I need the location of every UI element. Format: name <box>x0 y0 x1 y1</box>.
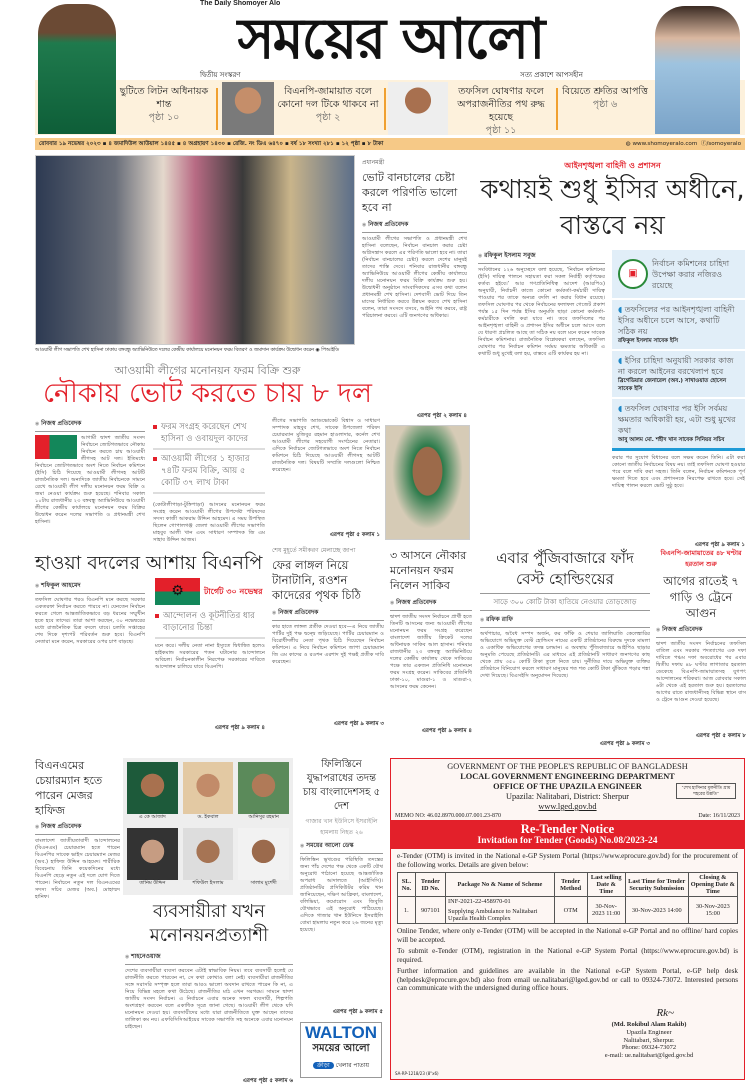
kicker: প্রধানমন্ত্রী <box>362 159 385 166</box>
continued-link[interactable]: এরপর পৃষ্ঠা ৯ কলাম ৪ <box>214 725 265 731</box>
headline: ৩ আসনে নৌকার মনোনয়ন ফরম নিলেন সাকিব <box>390 549 467 592</box>
article-body: সংবিধানের ১২৬ অনুচ্ছেদে বলা হয়েছে, ‘নির্বাচন কমিশনের (ইসি) দায়িত্ব পালনে সহায়তা করা সকল নির্বাহী কর্তৃপক্ষের কর্তব্য হইবে।’ আর গণপ্রতিনিধিত্ব আদেশ (আরপিও) অনুযায়ী, নির্বাচনী কাজে কোনো কর্মকর্তা-কর্মচারী দায়িত্ব পাওয়ার পর তাকে অন্যত্র বদলি না করার বিধান রয়েছে। তফসিল ঘোষণার পর থেকে নির্বাচনের ফলাফল গেজেট প্রকাশ পর্যন্ত ১৫ দিন পর্যন্ত ইসির অনুমতি ছাড়া কোনো কর্মকর্তা-কর্মচারীকে বদলি করা যাবে না। তবে তফসিলের পর আইনশৃঙ্খলা বাহিনী ও প্রশাসন ইসির অধীনে চলে আসে বলে যে ধারণা প্রচলিত আছে তা সঠিক নয় বলে মনে করেন সাবেক নির্বাচন কমিশনার। রাজনৈতিক বিশ্লেষকরা বলছেন, তফসিল ঘোষণার পর নির্বাচন কমিশন সর্বময় ক্ষমতার অধিকারী এ কথাটি শুধু মুখেই বলা হয়, বাস্তবে এটি কার্যকর হয় না। <box>478 267 605 357</box>
headline: এবার পুঁজিবাজারে ফাঁদ বেস্ট হোল্ডিংয়ের <box>496 549 634 588</box>
continued-link[interactable]: এরপর পৃষ্ঠা ৫ কলাম ১ <box>329 532 380 538</box>
tender-intro: e-Tender (OTM) is invited in the National e-GP System Portal (https://www.eprocure.gov.bd) for the procurement of the following works. Details are given below: <box>397 852 738 869</box>
continued-link[interactable]: এরপর পৃষ্ঠা ৯ কলাম ৫ <box>332 1009 383 1015</box>
walton-ad[interactable]: WALTON সময়ের আলো ক্রীড়া খেলার পাতায় <box>300 1022 382 1078</box>
masthead-logo: সময়ের আলো <box>237 7 544 72</box>
edition: দ্বিতীয় সংস্করণ <box>200 71 241 79</box>
quote-2: ◖ ইসির চাহিদা অনুযায়ী সরকার কাজ না করলে আইনের বরখেলাপ হবে ব্রিগেডিয়ার জেনারেল (অব.) সাখাওয়াত হোসেন সাবেক ইসি <box>612 351 745 399</box>
continued-link[interactable]: এরপর পৃষ্ঠা ৯ কলাম ৩ <box>333 721 384 727</box>
byline: ◉ নিজস্ব প্রতিবেদক <box>390 597 472 611</box>
candidate-3: আনিসুর রহমান <box>238 762 289 825</box>
cricketer-photo <box>38 4 116 134</box>
teaser-text: ছুটিতে লিটন অধিনায়ক শান্ত <box>119 86 209 110</box>
article-body: (কোটালীপাড়া-টুঙ্গিপাড়া) আসনের মনোনয়ন ফরম সংগ্রহ করেন আওয়ামী লীগের উপদেষ্টা পরিষদের সদস্য কাজী আকরাম উদ্দিন আহমেদ। এ সময় উপস্থিত ছিলেন গোপালগঞ্জ জেলা আওয়ামী লীগের সভাপতি মাহবুব আলী খান এবং সাধারণ সম্পাদক জি এম সাহাব উদ্দিন আজম। <box>153 502 265 543</box>
teaser-1[interactable] <box>118 85 210 133</box>
article-body: মনে করে। দলীয় নেতা নানা ইস্যুতে দ্বিধান্বিত হলেও হাইকমান্ড সরকারের পতন ঘটানোর আন্দোলনে অবিচল। নির্বাচনকালীন নিরপেক্ষ সরকারের দাবিতে আন্দোলন চালিয়ে যাবে বিএনপি। <box>155 643 265 670</box>
highlight-bullet: আন্দোলন ও কূটনীতির ধার বাড়ানোর চিন্তা <box>155 607 265 639</box>
subhead: গাজার খান ইউনিসে ইসরাইলি হামলায় নিহত ২৬ <box>305 818 378 836</box>
teaser-3[interactable] <box>450 85 552 136</box>
byline: ◉ নিজস্ব প্রতিবেদক <box>656 624 746 638</box>
byline: ◉ রফিক রাফি <box>480 614 650 628</box>
byline: ◉ সময়ের আলো ডেস্ক <box>300 840 383 854</box>
headline: বিএনএমের চেয়ারম্যান হতে পারেন মেজর হাফিজ <box>35 759 103 817</box>
article-body: লীগের সভাপতি অ্যাডভোকেট বিশ্বাস ও সাধারণ সম্পাদক মাহবুব শেখ, সাবেক উপজেলা পরিষদ চেয়ারম্যান মুজিবুর রহমান হাওলাদার, কর্নেল শেখ আওয়ামী লীগের সহযোগী সংগঠনের নেতারা। এদিকে নির্বাচনে জোটগতভাবে অংশ নিতে নির্বাচন কমিশনে চিঠি দিয়েছে আওয়ামী লীগসহ আটটি রাজনৈতিক দল। বিষয়টি সম্প্রতি দলগুলো নিশ্চিত করেছেন। <box>272 418 380 473</box>
teaser-page: পৃষ্ঠা ১১ <box>485 125 517 136</box>
market-story[interactable] <box>480 548 650 749</box>
ec-story <box>478 250 605 552</box>
al-kicker: আওয়ামী লীগের মনোনয়ন ফরম বিক্রি শুরু <box>114 364 301 377</box>
quote-icon: ◖ <box>618 305 625 314</box>
tender-title-banner: Re-Tender Notice Invitation for Tender (Goods) No.08/2023-24 <box>391 820 744 849</box>
headline: ফিলিস্তিনে যুদ্ধাপরাধের তদন্ত চায় বাংলাদেশসহ ৫ দেশ <box>302 759 381 812</box>
sidebar-head: নির্বাচন কমিশনের চাহিদা উপেক্ষা করার নজিরও রয়েছে <box>652 258 730 290</box>
bnm-story[interactable] <box>35 758 120 943</box>
candidate-1: এ কে আজাদ <box>127 762 178 825</box>
actress-photo <box>655 6 740 134</box>
business-story[interactable] <box>125 900 293 1086</box>
headline: ব্যবসায়ীরা যখন মনোনয়নপ্রত্যাশী <box>149 901 269 946</box>
al-flag <box>35 435 77 459</box>
teaser-page: পৃষ্ঠা ৬ <box>592 99 618 110</box>
ec-sidebar <box>612 250 745 550</box>
headline: ভোট বানচালের চেষ্টা করলে পরিণতি ভালো হবে না <box>362 171 458 214</box>
flag-label: টার্গেট ৩০ নভেম্বর <box>204 587 263 596</box>
date-bar <box>35 138 745 150</box>
teaser-text: তফসিল ঘোষণার ফলে অপরাজনীতির পথ রুদ্ধ হয়েছে <box>457 86 545 123</box>
ad-ref: SA-RP-1218/23 (8"x6) <box>395 1071 439 1076</box>
article-body: বাংলাদেশ জাতীয়তাবাদী আন্দোলনের (বিএনএম) চেয়ারম্যান হতে পারেন বিএনপির সাবেক ভাইস চেয়ারম্যান মেজর (অব.) হাফিজ উদ্দিন আহমেদ। শারীরিক বিবেচনায় তিনি কয়েকদিনের মধ্যে বিএনপি ছেড়ে নতুন এই দলে যোগ দিতে পারেন। নির্বাচনে নতুন দল বিএনএমের সদস্য সচিব মেজর (অব.) মোহাম্মদ হানিফ। <box>35 838 120 900</box>
teaser-2[interactable] <box>276 85 380 133</box>
byline: ◉ নিজস্ব প্রতিবেদক <box>35 418 145 432</box>
byline: ◉ নিজস্ব প্রতিবেদক <box>35 821 120 835</box>
jp-story[interactable] <box>272 545 384 729</box>
article-body: আগামী দ্বাদশ জাতীয় সংসদ নির্বাচনে জোটগতভাবে নৌকায় নির্বাচন করতে চায় আওয়ামী লীগসহ আট দল। ইতিমধ্যে নির্বাচনে জোটগতভাবে অংশ নিতে নির্বাচন কমিশনে (ইসি) চিঠি দিয়েছে আওয়ামী লীগসহ আটটি রাজনৈতিক দল। অন্যদিকে জাতীয় নির্বাচনকে সামনে রেখে আওয়ামী লীগ দলীয় মনোনয়ন ফরম বিক্রি ও জমা নেওয়া কার্যক্রম শুরু হয়েছে। শনিবার সকাল ১০টায় রাজধানীর ২৩ বঙ্গবন্ধু অ্যাভিনিউয়ে আওয়ামী লীগের কেন্দ্রীয় কার্যালয়ে মনোনয়ন ফরম বিক্রির উদ্বোধন করেন দলের সভাপতি ও প্রধানমন্ত্রী শেখ হাসিনা। <box>35 435 145 525</box>
bnp-headline[interactable]: হাওয়া বদলের আশায় বিএনপি <box>35 552 263 574</box>
candidate-6: সালাম মুর্শেদী <box>238 828 289 891</box>
bnp-col-2 <box>155 578 265 733</box>
quote-3: ◖ তফসিল ঘোষণার পর ইসি সর্বময় ক্ষমতার অধিকারী হয়, এটা শুধু মুখের কথা আবু আলম মো. শহীদ খান সাবেক সিনিয়র সচিব <box>612 399 745 451</box>
kicker: শেষ মুহূর্তে সমীকরণ মেলাচ্ছে জাপা <box>272 547 356 554</box>
al-headline[interactable]: নৌকায় ভোট করতে চায় ৮ দল <box>43 378 372 409</box>
lead-photo <box>35 155 355 345</box>
signer-name: (Md. Rokibul Alam Rakib) <box>611 1021 687 1028</box>
candidate-2: ড. ইকবাল <box>183 762 234 825</box>
slogan: সত্য প্রকাশে আপসহীন <box>520 71 583 79</box>
walton-logo: WALTON <box>304 1023 378 1042</box>
tender-table: SL. No. Tender ID No. Package No & Name of Scheme Tender Method Last selling Date & Time Last Time for Tender Security Submission Closing & Opening Date & Time 1. 907101 INF-2021-22-458970-01 Supplying Ambulance to Nalitabari Upazila Health Complex OTM 30-Nov-2023 11:00 30-Nov-2023 14:00 30-Nov-2023 15:00 <box>397 872 738 924</box>
teaser-photo-2 <box>388 82 448 135</box>
continued-link[interactable]: এরপর পৃষ্ঠা ৯ কলাম ১ <box>694 542 745 548</box>
bnp-flag: ⚙ <box>155 578 200 605</box>
signer-email[interactable]: e-mail: ue.nalitabari@lged.gov.bd <box>604 1052 694 1060</box>
byline: ◉ শফিকুল আহমেদ <box>35 580 145 594</box>
tender-website[interactable]: www.lged.gov.bd <box>538 802 597 811</box>
teaser-text: বিএনপি-জামায়াত বলে কোনো দল টিকে থাকবে না <box>277 86 379 110</box>
table-row: 1. 907101 INF-2021-22-458970-01 Supplying Ambulance to Nalitabari Upazila Health Complex OTM 30-Nov-2023 11:00 30-Nov-2023 14:00 30-Nov-2023 15:00 <box>398 897 738 924</box>
website-link[interactable]: www.shomoyeralo.com <box>632 141 698 147</box>
quote-1: ◖ তফসিলের পর আইনশৃঙ্খলা বাহিনী ইসির অধীনে চলে আসে, কথাটি সঠিক নয় রফিকুল ইসলাম সাবেক ইসি <box>612 300 745 351</box>
quote-icon: ◖ <box>618 404 625 413</box>
article-body: অর্থপাচার, অবৈধ সম্পদ অর্জন, কর ফাঁকি ও শেয়ার জালিয়াতি কেলেঙ্কারির অভিযোগে অভিযুক্ত বেস্ট হোল্ডিংস নামের একটি প্রতিষ্ঠানের বিরুদ্ধে দুদকে মামলা ও একাধিক অভিযোগের তদন্ত চলমান। এ অবস্থায় পুঁজিবাজারে আইপিও ছাড়ার অনুমতি পেয়েছে প্রতিষ্ঠানটি। এর মাধ্যমে এই প্রতিষ্ঠানটি সাধারণ জনগণের কাছ থেকে প্রায় ৩৫০ কোটি টাকা তুলে নিতে চায়। দুর্নীতির দায়ে অভিযুক্ত ব্যক্তির প্রতিষ্ঠানে বিনিয়োগ করলে সাধারণ মানুষের শত শত কোটি টাকা ঝুঁকিতে পড়ার শঙ্কা দেখা দিয়েছে। বিএসইসি অনুমোদন দিয়েছে। <box>480 631 650 679</box>
headline: আগের রাতেই ৭ গাড়ি ও ট্রেনে আগুন <box>663 574 739 620</box>
ec-kicker: আইনশৃঙ্খলা বাহিনী ও প্রশাসন <box>564 161 661 170</box>
article-body: দ্বাদশ জাতীয় সংসদ নির্বাচনের তফসিল বাতিল এবং সরকার পদত্যাগের এক দফা দাবিতে পঞ্চম দফা অবরোধের পর এবার দ্বিতীয় দফায় ৪৮ ঘণ্টার লাগাতার হরতাল ডেকেছে বিএনপি-জামায়াতসহ যুগপৎ আন্দোলনের শরিকরা। আজ রোববার সকাল ৬টা থেকে এই হরতাল শুরু হয়। হরতালের আগের রাতে রাজধানীসহ বিভিন্ন স্থানে বাস ও ট্রেনে আগুন দেওয়া হয়েছে। <box>656 641 746 703</box>
palestine-story[interactable] <box>300 758 383 1017</box>
divider <box>556 88 558 130</box>
al-col-2 <box>153 418 265 544</box>
continued-link[interactable]: এরপর পৃষ্ঠা ৫ কলাম ৬ <box>242 1078 293 1084</box>
tender-notice: GOVERNMENT OF THE PEOPLE'S REPUBLIC OF BANGLADESH LOCAL GOVERNMENT ENGINEERING DEPARTMENT OFFICE OF THE UPAZILA ENGINEER Upazila: Nalitabari, District: Sherpur www.lged.gov.bd "শেখ হাসিনার মূলনীতি গ্রাম শহরের উন্নতি" MEMO NO: 46.02.8970.000.07.001.23-870 Date: 16/11/2023 Re-Tender Notice Invitation for Tender (Goods) No.08/2023-24 e-Tender (OTM) is invited in the National e-GP System Portal (https://www.eprocure.gov.bd) for the procurement of the following works. Details are given below: SL. No. Tender ID No. Package No & Name of Scheme Tender Method Last selling Date & Time Last Time for Tender Security Submission Closing & Opening Date & Time 1. 907101 INF-2021-22-458970-01 Supplying Ambulance to Nalitabari Upazila Health Complex OTM 30-Nov-2023 11:00 30-Nov-2023 14:00 30-Nov-2023 15:00 Online Tender, where only e-Tender (OTM) will be accepted in the National e-GP Portal and no offline/ hard copies will be accepted. To submit e-Tender (OTM), registration in the National e-GP System Portal (https://www.eprocure.gov.bd) is required. Further information and guidelines are available in the National e-GP System Portal, e-GP help desk (helpdesk@eprocure.gov.bd) also from email ue.nalitabari@lged.gov.bd or call to 09324-73072. Interested persons can communicate with the undersigned during office hours. Rk~ (Md. Rokibul Alam Rakib) Upazila Engineer Nalitabari, Sherpur. Phone: 09324-73072 e-mail: ue.nalitabari@lged.gov.bd SA-RP-1218/23 (8"x6) <box>390 758 745 1080</box>
byline: ◉ রফিকুল ইসলাম সবুজ <box>478 250 605 264</box>
article-body: দ্বাদশ জাতীয় সংসদ নির্বাচনে প্রার্থী হতে তিনটি আসনের জন্য আওয়ামী লীগের মনোনয়ন ফরম সংগ্রহ করেছেন বাংলাদেশ জাতীয় ক্রিকেট দলের অধিনায়ক সাকিব আল হাসান। শনিবার রাজধানীর ২৩ বঙ্গবন্ধু অ্যাভিনিউয়ে দলের কেন্দ্রীয় কার্যালয় থেকে সাকিবের পক্ষে তার একজন প্রতিনিধি মনোনয়ন ফরম সংগ্রহ করেন। সাকিবের প্রতিনিধি ঢাকা-১০, মাগুরা-১ ও মাগুরা-২ আসনের ফরম কেনেন। <box>390 614 472 690</box>
byline: ◉ নিজস্ব প্রতিবেদক <box>362 219 467 233</box>
tender-paragraph: Online Tender, where only e-Tender (OTM) will be accepted in the National e-GP Portal and no offline/ hard copies will be accepted. <box>397 927 738 944</box>
tender-gov: GOVERNMENT OF THE PEOPLE'S REPUBLIC OF BANGLADESH <box>447 762 688 771</box>
memo-no: MEMO NO: 46.02.8970.000.07.001.23-870 <box>395 813 501 819</box>
facebook-icon: ⓕ <box>700 141 707 147</box>
election-commission-logo: ▣ <box>618 259 648 289</box>
article-body: কার হাতে লাঙ্গল প্রতীক দেওয়া হবে—এ নিয়ে জাতীয় পার্টির দুই পক্ষ দ্বন্দ্বে জড়িয়েছে। পার্টির চেয়ারম্যান ও বিরোধীদলীয় নেতা পৃথক চিঠি দিয়েছেন নির্বাচন কমিশনে। এ নিয়ে নির্বাচন কমিশনে জাপা চেয়ারম্যান জি এম কাদের ও রওশন এরশাদ দুই পক্ষই প্রতীক দাবি করেছেন। <box>272 624 384 665</box>
hartal-story[interactable] <box>656 548 746 741</box>
paper-logo: সময়ের আলো <box>312 1043 370 1054</box>
headline: ফের লাঙ্গল নিয়ে টানাটানি, রওশন কাদেরের পৃথক চিঠি <box>272 558 361 602</box>
highlight-bullet: আওয়ামী লীগের ১ হাজার ৭৪টি ফরম বিক্রি, আয় ৫ কোটি ৩৭ লাখ টাকা <box>153 450 265 494</box>
teaser-page: পৃষ্ঠা ১০ <box>148 112 180 123</box>
sports-tag: ক্রীড়া <box>313 1062 334 1069</box>
english-name: The Daily Shomoyer Alo <box>200 0 281 7</box>
tender-location: Upazila: Nalitabari, District: Sherpur <box>505 792 630 801</box>
continued-link[interactable]: এরপর পৃষ্ঠা ৯ কলাম ৩ <box>599 741 650 747</box>
al-col-1 <box>35 418 145 547</box>
social-link[interactable]: /somoyeralo <box>706 141 741 147</box>
article-body: আওয়ামী লীগের সভাপতি ও প্রধানমন্ত্রী শেখ হাসিনা বলেছেন, নির্বাচন বানচাল করার চেষ্টা অগ্নিসন্ত্রাস করলে এর পরিণতি ভালো হবে না। তারা (নির্বাচন বানচালের চেষ্টা) করলে দেশের মানুষই তাদের শাস্তি দেবে। শনিবার রাজধানীর বঙ্গবন্ধু অ্যাভিনিউয়ে আওয়ামী লীগের কেন্দ্রীয় কার্যালয়ে দলীয় মনোনয়ন ফরম বিক্রি কার্যক্রম শুরু হয়। উদ্বোধনী অনুষ্ঠানে সাংবাদিকদের এসব কথা বলেন প্রধানমন্ত্রী শেখ হাসিনা। দেশবাসী ভোট দিয়ে তিন মাসের নির্ধারিত করবে উন্নয়ন করবে শেখ হাসিনা বলেন, তারা সংসদে বসবে, আইনি পথ করবে, রাষ্ট্র পরিচালনা করবে। এটি জনগণের অধিকার। <box>362 236 467 319</box>
candidate-5: শফিউল ইসলাম <box>183 828 234 891</box>
byline: ◉ শাহনেওয়াজ <box>125 951 293 965</box>
sakib-story[interactable] <box>390 548 472 736</box>
teaser-page: পৃষ্ঠা ২ <box>315 112 341 123</box>
highlight-bullet: ফরম সংগ্রহ করেছেন শেখ হাসিনা ও ওবায়দুল কাদের <box>153 418 265 450</box>
signature: Rk~ <box>656 1007 674 1019</box>
tender-paragraph: Further information and guidelines are available in the National e-GP System Portal, e-GP help desk (helpdesk@eprocure.gov.bd) also from email ue.nalitabari@lged.gov.bd or call to 09324-73072. Interested persons can communicate with the undersigned during office hours. <box>397 967 738 992</box>
article-body: করার পর সুযোগ বিধানের বলে সক্ষম করেন তিনি। এটা করা কোনো জাতীয় নির্বাচনের বিষয় নয়। তাই তফসিল ঘোষণা হওয়ার পরে বলে দাবি করা সহজ। তিনি বলেন, নির্বাচন কমিশনকে পূর্ণ ক্ষমতা দিতে হবে এবং প্রশাসনকে নিরপেক্ষ রাখতে হবে। সেই দায়িত্ব পালন করলে ভোট সুষ্ঠু হবে। <box>612 455 745 489</box>
article-body: ফিলিস্তিন ভূখণ্ডের পরিস্থিতি তদন্তের জন্য পাঁচ দেশের পক্ষ থেকে একটি যৌথ অনুরোধ পাঠানো হয়েছে আন্তর্জাতিক অপরাধ আদালতে (আইসিসি)। প্রতিষ্ঠানটির প্রসিকিউটর করিম খান জানিয়েছেন, দক্ষিণ আফ্রিকা, বাংলাদেশ, বলিভিয়া, কমোরোস এবং জিবুতি যৌথভাবে এই অনুরোধ পাঠিয়েছে। এদিকে গাজার খান ইউনিসে ইসরাইলি বোমা হামলায় নতুন করে ২৬ জনের মৃত্যু হয়েছে। <box>300 857 383 933</box>
article-body: দেশের ব্যবসায়ীরা ব্যবসা করবেন এটাই স্বাভাবিক নিয়ম। তবে ব্যবসায়ী হলেই যে রাজনীতি করতে পারবেন না, সে কথা কোথাও বলা নেই। ব্যবসায়ীরা রাজনীতির সঙ্গে সরাসরি সম্পৃক্ত হলে তারা আরও ভালো অবদান রাখতে পারেন কি না, এ নিয়ে বিভিন্ন মহলে কথা উঠেছে। রাজনীতির মাঠ এখন সরগরম। সামনে দ্বাদশ জাতীয় সংসদ নির্বাচন। এ নির্বাচনে এবার অনেক সফল ব্যবসায়ী, শিল্পপতি অংশগ্রহণ করবেন বলে একাধিক সূত্রে জানা গেছে। আওয়ামী লীগ থেকে যদি মনোনয়ন দেওয়া হয়। ব্যবসায়ীদের মধ্যে যারা রাজনীতিতে যুক্ত আছেন তাদের তালিকা কম নয়। এফবিসিসিআইয়ের সাবেক সভাপতি সহ অনেকে এবার মনোনয়ন চাইছেন। <box>125 968 293 1030</box>
continued-link[interactable]: এরপর পৃষ্ঠা ২ কলাম ৪ <box>416 413 467 419</box>
ec-headline[interactable]: কথায়ই শুধু ইসির অধীনে, বাস্তবে নয় <box>480 175 745 241</box>
divider <box>384 88 386 130</box>
sakib-photo <box>385 425 470 540</box>
teaser-text: বিয়েতে শ্রুতির আপত্তি <box>562 86 648 97</box>
al-col-3 <box>272 418 380 540</box>
tender-dept: LOCAL GOVERNMENT ENGINEERING DEPARTMENT <box>460 772 675 781</box>
notice-date: Date: 16/11/2023 <box>698 813 740 819</box>
byline: ◉ নিজস্ব প্রতিবেদক <box>272 607 384 621</box>
candidate-4: তানিম উদ্দিন <box>127 828 178 891</box>
teaser-4[interactable] <box>560 85 650 133</box>
divider <box>216 88 218 130</box>
photo-caption: আওয়ামী লীগ সভাপতি শেখ হাসিনা ঢাকায় বঙ্গবন্ধু অ্যাভিনিউতে দলের কেন্দ্রীয় কার্যালয়ে মনোনয়ন ফরম বিতরণ ও জমাদান কার্যক্রম উদ্বোধন করেন ◉ পিআইডি <box>35 348 339 353</box>
tender-paragraph: To submit e-Tender (OTM), registration in the National e-GP System Portal (https://www.eprocure.gov.bd) is required. <box>397 947 738 964</box>
globe-icon: ◍ <box>625 141 631 147</box>
continued-link[interactable]: এরপর পৃষ্ঠা ৯ কলাম ৪ <box>421 728 472 734</box>
tender-office: OFFICE OF THE UPAZILA ENGINEER <box>493 782 642 791</box>
date-text: রোববার ১৯ নভেম্বর ২০২৩ ▪ ৪ জমাদিউল আউয়াল ১৪৪৫ ▪ ৪ অগ্রহায়ণ ১৪৩০ ▪ রেজি. নং ডিএ ৬৪৭০ ▪ বর্ষ ১৮ সংখ্যা ২৮১ ▪ ১২ পৃষ্ঠা ▪ ৮ টাকা <box>39 141 384 147</box>
candidates-grid <box>123 758 293 895</box>
article-body: তফসিল ঘোষণার পরও বিএনপি মনে করছে সরকার একতরফা নির্বাচন করতে পারবে না। যেনতেন নির্বাচন করতে গেলে আন্তর্জাতিকভাবে বড় ধরনের সম্মুখীন হতে হবে তাদের। তারা আশা করছেন, ৩০ নভেম্বরের মধ্যে রাজনৈতিক চিত্র বদলে যাবে। চলতি সপ্তাহের শেষ দিকে দৃশ্যপট পরিবর্তন শুরু হবে। বিএনপি নেতারা মনে করেন, সরকারের ওপর চাপ বাড়ছে। <box>35 597 145 645</box>
bnp-col-1 <box>35 580 145 727</box>
continued-link[interactable]: এরপর পৃষ্ঠা ৫ কলাম ৮ <box>695 733 746 739</box>
subhead: সাড়ে ৩০০ কোটি টাকা হাতিয়ে নেওয়ার তোড়জোড় <box>480 593 650 611</box>
teaser-photo-1 <box>222 82 274 135</box>
quote-icon: ◖ <box>618 356 625 365</box>
slogan-stamp: "শেখ হাসিনার মূলনীতি গ্রাম শহরের উন্নতি" <box>676 783 736 799</box>
kicker: বিএনপি-জামায়াতের ৪৮ ঘণ্টার হরতাল শুরু <box>660 549 742 568</box>
